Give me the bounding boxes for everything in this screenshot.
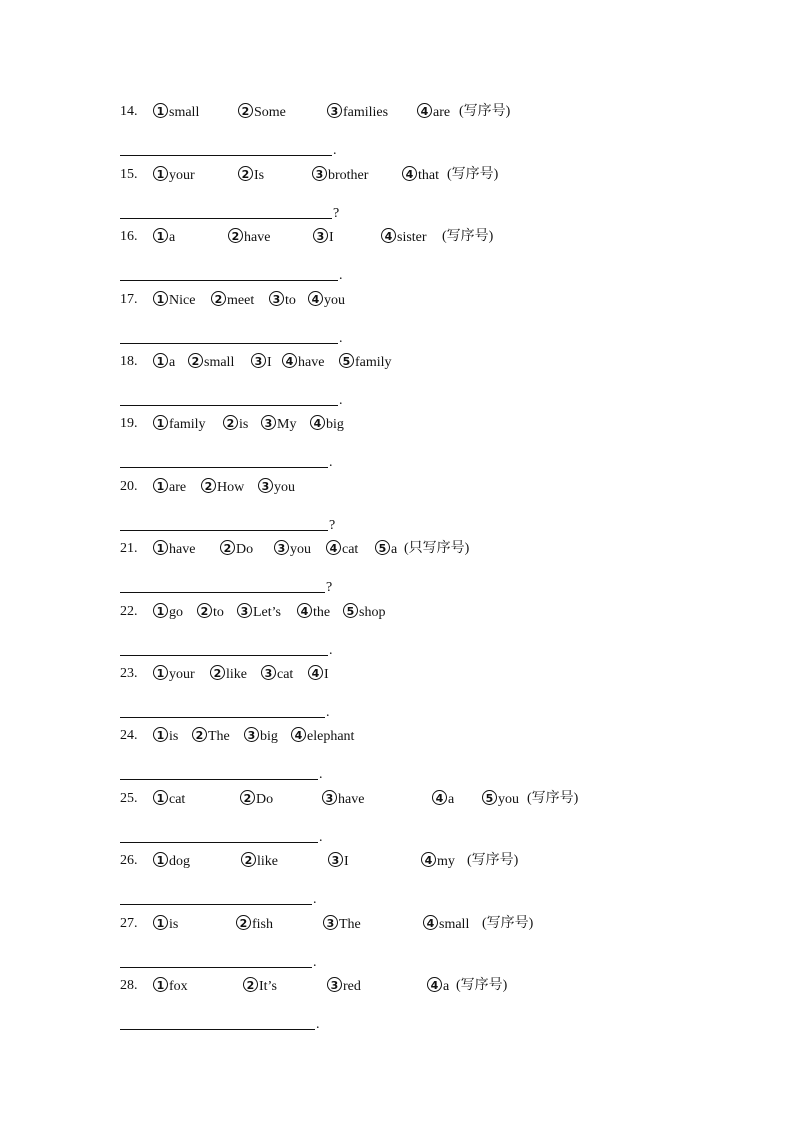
word-option xyxy=(153,540,195,559)
option-word: my xyxy=(437,854,455,869)
question-15 xyxy=(120,166,720,186)
word-option xyxy=(236,915,273,934)
circled-number: 4 xyxy=(421,852,436,867)
question-number: 26. xyxy=(120,853,138,868)
answer-blank[interactable] xyxy=(120,764,332,780)
option-word: It’s xyxy=(259,979,277,994)
word-option xyxy=(328,852,349,871)
option-word: families xyxy=(343,105,389,120)
question-19 xyxy=(120,415,720,435)
instruction-note: (写序号) xyxy=(447,167,499,182)
answer-blank[interactable] xyxy=(120,827,332,843)
circled-number: 4 xyxy=(282,353,297,368)
word-option xyxy=(308,291,345,310)
word-option xyxy=(241,852,278,871)
word-option xyxy=(297,603,330,622)
question-14 xyxy=(120,103,720,123)
circled-number: 2 xyxy=(192,727,207,742)
option-word: are xyxy=(169,480,187,495)
circled-number: 4 xyxy=(310,415,325,430)
option-word: Nice xyxy=(169,293,196,308)
circled-number: 1 xyxy=(153,727,168,742)
answer-line xyxy=(120,343,338,344)
word-option xyxy=(153,228,175,247)
option-word: dog xyxy=(169,854,190,869)
word-option xyxy=(188,353,234,372)
instruction-note: (写序号) xyxy=(527,791,579,806)
option-word: I xyxy=(344,854,349,869)
answer-line xyxy=(120,530,328,531)
question-number: 21. xyxy=(120,541,138,556)
word-option xyxy=(153,415,206,434)
option-word: a xyxy=(169,230,176,245)
word-option xyxy=(274,540,311,559)
option-word: you xyxy=(274,480,295,495)
word-option xyxy=(251,353,272,372)
option-word: Do xyxy=(256,792,274,807)
word-option xyxy=(153,478,186,497)
option-word: you xyxy=(324,293,345,308)
option-word: you xyxy=(498,792,519,807)
circled-number: 3 xyxy=(328,852,343,867)
option-word: cat xyxy=(169,792,186,807)
end-punctuation: . xyxy=(319,830,323,845)
end-punctuation: . xyxy=(313,955,317,970)
word-option xyxy=(153,353,175,372)
circled-number: 3 xyxy=(258,478,273,493)
word-option xyxy=(211,291,254,310)
option-word: red xyxy=(343,979,361,994)
circled-number: 1 xyxy=(153,665,168,680)
answer-blank[interactable] xyxy=(120,390,352,406)
question-number: 16. xyxy=(120,229,138,244)
answer-line xyxy=(120,904,312,905)
instruction-note: (只写序号) xyxy=(404,541,470,556)
instruction-note: (写序号) xyxy=(442,229,494,244)
question-number: 27. xyxy=(120,916,138,931)
circled-number: 1 xyxy=(153,977,168,992)
option-word: fish xyxy=(252,917,273,932)
question-27 xyxy=(120,915,720,935)
word-option xyxy=(153,665,195,684)
circled-number: 4 xyxy=(326,540,341,555)
end-punctuation: . xyxy=(316,1017,320,1032)
answer-blank[interactable] xyxy=(120,140,346,156)
circled-number: 3 xyxy=(251,353,266,368)
question-17 xyxy=(120,291,720,311)
circled-number: 3 xyxy=(269,291,284,306)
end-punctuation: . xyxy=(339,393,343,408)
end-punctuation: ? xyxy=(333,206,340,221)
answer-blank[interactable] xyxy=(120,203,346,219)
question-number: 18. xyxy=(120,354,138,369)
circled-number: 3 xyxy=(323,915,338,930)
word-option xyxy=(323,915,361,934)
circled-number: 4 xyxy=(417,103,432,118)
circled-number: 2 xyxy=(236,915,251,930)
word-option xyxy=(327,977,361,996)
question-22 xyxy=(120,603,720,623)
option-word: you xyxy=(290,542,311,557)
question-number: 25. xyxy=(120,791,138,806)
circled-number: 3 xyxy=(312,166,327,181)
option-word: like xyxy=(226,667,247,682)
circled-number: 2 xyxy=(197,603,212,618)
option-word: have xyxy=(244,230,271,245)
option-word: small xyxy=(169,105,200,120)
circled-number: 2 xyxy=(241,852,256,867)
option-word: The xyxy=(208,729,230,744)
word-option xyxy=(201,478,244,497)
circled-number: 3 xyxy=(237,603,252,618)
circled-number: 2 xyxy=(238,103,253,118)
circled-number: 1 xyxy=(153,353,168,368)
word-option xyxy=(220,540,253,559)
word-option xyxy=(282,353,324,372)
word-option xyxy=(427,977,449,996)
question-number: 24. xyxy=(120,728,138,743)
option-word: My xyxy=(277,417,297,432)
circled-number: 1 xyxy=(153,603,168,618)
word-option xyxy=(312,166,368,185)
option-word: Is xyxy=(254,168,265,183)
circled-number: 1 xyxy=(153,166,168,181)
option-word: elephant xyxy=(307,729,355,744)
answer-line xyxy=(120,592,325,593)
option-word: small xyxy=(439,917,470,932)
end-punctuation: ? xyxy=(326,580,333,595)
option-word: I xyxy=(267,355,272,370)
answer-line xyxy=(120,655,328,656)
word-option xyxy=(258,478,295,497)
circled-number: 3 xyxy=(261,415,276,430)
end-punctuation: ? xyxy=(329,518,336,533)
circled-number: 1 xyxy=(153,852,168,867)
question-23 xyxy=(120,665,720,685)
answer-blank[interactable] xyxy=(120,640,342,656)
circled-number: 1 xyxy=(153,228,168,243)
circled-number: 2 xyxy=(240,790,255,805)
option-word: have xyxy=(169,542,196,557)
question-number: 23. xyxy=(120,666,138,681)
word-option xyxy=(153,166,195,185)
option-word: Do xyxy=(236,542,254,557)
end-punctuation: . xyxy=(339,331,343,346)
answer-line xyxy=(120,467,328,468)
answer-blank[interactable] xyxy=(120,702,339,718)
answer-blank[interactable] xyxy=(120,1014,329,1030)
option-word: a xyxy=(391,542,398,557)
answer-blank[interactable] xyxy=(120,577,339,593)
answer-blank[interactable] xyxy=(120,889,326,905)
end-punctuation: . xyxy=(333,143,337,158)
word-option xyxy=(238,103,286,122)
circled-number: 2 xyxy=(188,353,203,368)
circled-number: 3 xyxy=(313,228,328,243)
question-20 xyxy=(120,478,720,498)
end-punctuation: . xyxy=(319,767,323,782)
circled-number: 1 xyxy=(153,291,168,306)
word-option xyxy=(261,415,296,434)
option-word: are xyxy=(433,105,451,120)
option-word: sister xyxy=(397,230,427,245)
question-number: 14. xyxy=(120,104,138,119)
word-option xyxy=(238,166,264,185)
circled-number: 4 xyxy=(423,915,438,930)
circled-number: 2 xyxy=(228,228,243,243)
option-word: I xyxy=(324,667,329,682)
circled-number: 3 xyxy=(327,977,342,992)
word-option xyxy=(417,103,450,122)
end-punctuation: . xyxy=(329,455,333,470)
circled-number: 1 xyxy=(153,540,168,555)
word-option xyxy=(210,665,247,684)
circled-number: 4 xyxy=(402,166,417,181)
word-option xyxy=(375,540,397,559)
word-option xyxy=(240,790,273,809)
word-option xyxy=(423,915,469,934)
option-word: How xyxy=(217,480,245,495)
question-number: 22. xyxy=(120,604,138,619)
word-option xyxy=(153,103,199,122)
circled-number: 2 xyxy=(223,415,238,430)
circled-number: 4 xyxy=(427,977,442,992)
option-word: meet xyxy=(227,293,255,308)
circled-number: 3 xyxy=(261,665,276,680)
answer-line xyxy=(120,967,312,968)
option-word: Let’s xyxy=(253,605,281,620)
circled-number: 3 xyxy=(327,103,342,118)
answer-line xyxy=(120,842,318,843)
word-option xyxy=(153,915,178,934)
option-word: The xyxy=(339,917,361,932)
option-word: is xyxy=(169,729,179,744)
option-word: like xyxy=(257,854,278,869)
question-number: 19. xyxy=(120,416,138,431)
word-option xyxy=(327,103,388,122)
circled-number: 1 xyxy=(153,915,168,930)
end-punctuation: . xyxy=(326,705,330,720)
circled-number: 4 xyxy=(381,228,396,243)
option-word: to xyxy=(285,293,296,308)
answer-line xyxy=(120,405,338,406)
circled-number: 2 xyxy=(211,291,226,306)
option-word: a xyxy=(443,979,450,994)
instruction-note: (写序号) xyxy=(467,853,519,868)
word-option xyxy=(291,727,354,746)
word-option xyxy=(153,790,185,809)
word-option xyxy=(153,291,195,310)
option-word: a xyxy=(448,792,455,807)
word-option xyxy=(153,727,178,746)
answer-line xyxy=(120,218,332,219)
word-option xyxy=(153,603,183,622)
circled-number: 1 xyxy=(153,103,168,118)
question-number: 28. xyxy=(120,978,138,993)
circled-number: 3 xyxy=(274,540,289,555)
option-word: have xyxy=(298,355,325,370)
question-28 xyxy=(120,977,720,997)
circled-number: 1 xyxy=(153,478,168,493)
circled-number: 4 xyxy=(432,790,447,805)
word-option xyxy=(223,415,248,434)
option-word: your xyxy=(169,168,195,183)
end-punctuation: . xyxy=(329,643,333,658)
option-word: family xyxy=(169,417,206,432)
instruction-note: (写序号) xyxy=(459,104,511,119)
word-option xyxy=(308,665,329,684)
option-word: is xyxy=(239,417,249,432)
circled-number: 2 xyxy=(243,977,258,992)
answer-line xyxy=(120,717,325,718)
instruction-note: (写序号) xyxy=(456,978,508,993)
question-26 xyxy=(120,852,720,872)
circled-number: 2 xyxy=(238,166,253,181)
word-option xyxy=(482,790,519,809)
word-option xyxy=(244,727,278,746)
question-number: 17. xyxy=(120,292,138,307)
word-option xyxy=(339,353,392,372)
word-option xyxy=(153,977,188,996)
question-21 xyxy=(120,540,720,560)
option-word: big xyxy=(326,417,344,432)
option-word: a xyxy=(169,355,176,370)
circled-number: 4 xyxy=(291,727,306,742)
answer-blank[interactable] xyxy=(120,265,352,281)
question-18 xyxy=(120,353,720,373)
word-option xyxy=(402,166,439,185)
answer-line xyxy=(120,155,332,156)
circled-number: 1 xyxy=(153,415,168,430)
question-16 xyxy=(120,228,720,248)
answer-line xyxy=(120,280,338,281)
option-word: your xyxy=(169,667,195,682)
word-option xyxy=(381,228,427,247)
option-word: small xyxy=(204,355,235,370)
answer-blank[interactable] xyxy=(120,515,342,531)
word-option xyxy=(322,790,364,809)
option-word: Some xyxy=(254,105,286,120)
option-word: cat xyxy=(277,667,294,682)
circled-number: 2 xyxy=(210,665,225,680)
word-option xyxy=(313,228,334,247)
circled-number: 4 xyxy=(308,665,323,680)
circled-number: 5 xyxy=(339,353,354,368)
circled-number: 2 xyxy=(220,540,235,555)
word-option xyxy=(192,727,230,746)
option-word: is xyxy=(169,917,179,932)
answer-blank[interactable] xyxy=(120,952,326,968)
option-word: family xyxy=(355,355,392,370)
option-word: the xyxy=(313,605,331,620)
word-option xyxy=(343,603,385,622)
option-word: that xyxy=(418,168,439,183)
option-word: brother xyxy=(328,168,369,183)
answer-blank[interactable] xyxy=(120,452,342,468)
word-option xyxy=(310,415,344,434)
word-option xyxy=(326,540,358,559)
question-25 xyxy=(120,790,720,810)
option-word: to xyxy=(213,605,224,620)
option-word: have xyxy=(338,792,365,807)
option-word: shop xyxy=(359,605,386,620)
word-option xyxy=(269,291,296,310)
option-word: big xyxy=(260,729,278,744)
circled-number: 4 xyxy=(297,603,312,618)
word-option xyxy=(237,603,281,622)
word-option xyxy=(243,977,277,996)
word-option xyxy=(432,790,454,809)
word-option xyxy=(261,665,293,684)
circled-number: 1 xyxy=(153,790,168,805)
instruction-note: (写序号) xyxy=(482,916,534,931)
circled-number: 4 xyxy=(308,291,323,306)
word-option xyxy=(197,603,224,622)
option-word: fox xyxy=(169,979,188,994)
circled-number: 5 xyxy=(375,540,390,555)
end-punctuation: . xyxy=(339,268,343,283)
end-punctuation: . xyxy=(313,892,317,907)
circled-number: 5 xyxy=(482,790,497,805)
answer-line xyxy=(120,779,318,780)
question-number: 20. xyxy=(120,479,138,494)
word-option xyxy=(228,228,270,247)
circled-number: 3 xyxy=(322,790,337,805)
question-number: 15. xyxy=(120,167,138,182)
word-option xyxy=(421,852,455,871)
answer-line xyxy=(120,1029,315,1030)
question-24 xyxy=(120,727,720,747)
option-word: cat xyxy=(342,542,359,557)
circled-number: 2 xyxy=(201,478,216,493)
circled-number: 3 xyxy=(244,727,259,742)
option-word: go xyxy=(169,605,183,620)
answer-blank[interactable] xyxy=(120,328,352,344)
word-option xyxy=(153,852,190,871)
circled-number: 5 xyxy=(343,603,358,618)
option-word: I xyxy=(329,230,334,245)
